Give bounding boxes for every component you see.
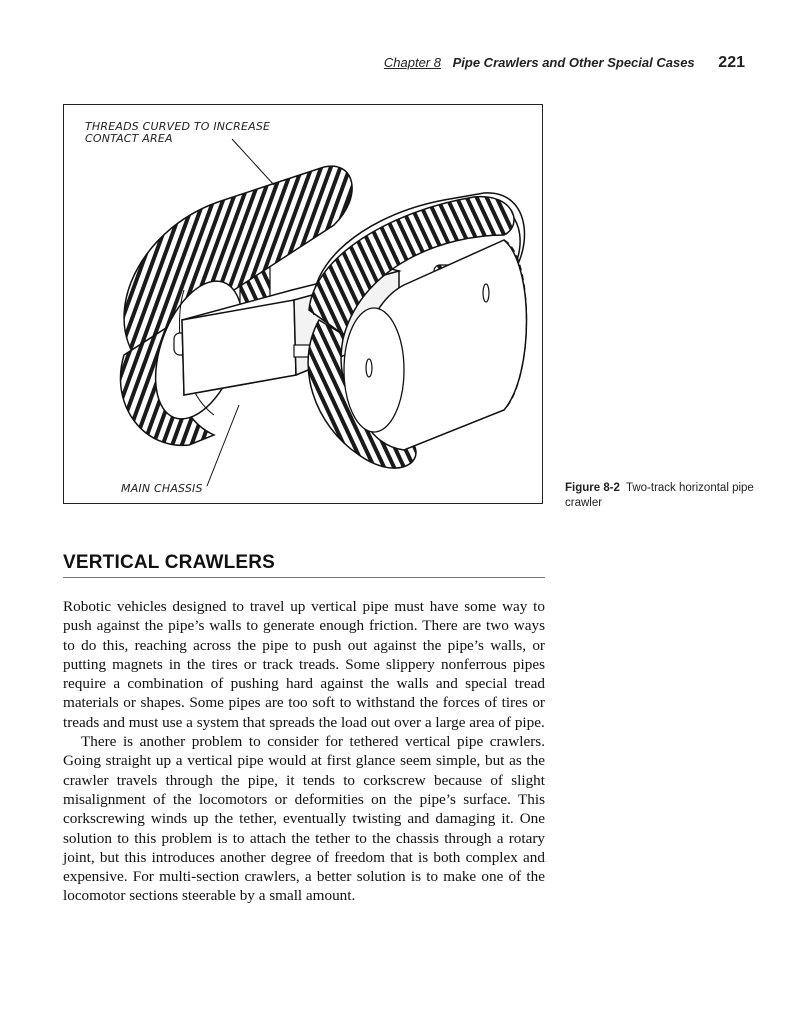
section-heading: VERTICAL CRAWLERS <box>63 552 545 578</box>
paragraph: There is another problem to consider for tethered vertical pipe crawlers. Going straight up a vertical pipe would at first glance seem simple, but as the crawler travels through the pipe, it tends to corkscrew because of slight misalignment of the locomotors or deformities on the pipe’s surface. This corkscrewing winds up the tether, eventually twisting and damaging it. One solution to this problem is to attach the tether to the chassis through a rotary joint, but this introduces another degree of freedom that is both complex and expensive. For multi-section crawlers, a better solution is to make one of the locomotor sections steerable by a small amount. <box>63 733 545 905</box>
threads-leader-line <box>232 139 274 185</box>
right-track <box>308 193 526 468</box>
page-number: 221 <box>718 54 745 71</box>
chapter-number: Chapter 8 <box>383 55 441 70</box>
figure-caption-text: Two-track horizontal pipe crawler <box>565 482 754 509</box>
chapter-title: Pipe Crawlers and Other Special Cases <box>452 55 695 70</box>
chassis-leader-line <box>207 405 239 486</box>
running-head <box>380 54 745 72</box>
body-text <box>63 597 545 906</box>
threads-callout: THREADS CURVED TO INCREASE CONTACT AREA <box>85 120 271 145</box>
figure-label: Figure 8-2 <box>565 482 620 494</box>
figure-8-2 <box>63 104 543 504</box>
chassis-callout: MAIN CHASSIS <box>121 482 203 495</box>
figure-caption <box>565 481 755 511</box>
paragraph: Robotic vehicles designed to travel up vertical pipe must have some way to push against the pipe’s walls to generate enough friction. There are two ways to do this, reaching across the pipe to push out against the pipe’s walls, or putting magnets in the tires or track treads. Some slippery nonferrous pipes require a combination of pushing hard against the walls and special tread materials or shapes. Some pipes are too soft to withstand the forces of tires or treads and must use a system that spreads the load out over a large area of pipe. <box>63 598 545 731</box>
pipe-crawler-illustration <box>64 105 541 502</box>
